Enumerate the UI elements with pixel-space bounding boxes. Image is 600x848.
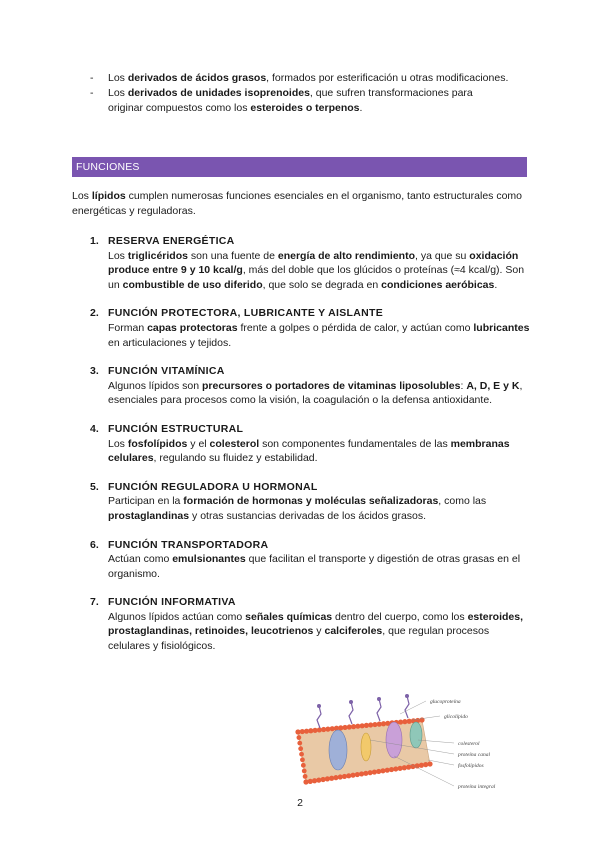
glycan-unit: [377, 697, 381, 701]
list-item: - Los derivados de ácidos grasos, formados por esterificación u otras modificaciones.: [90, 72, 509, 84]
glycan-chain: [317, 706, 321, 728]
item-text: Participan en la formación de hormonas y moléculas señalizadoras, como las prostaglandinas y otras sustancias derivadas de los ácidos grasos.: [108, 495, 487, 522]
glycan-unit: [349, 700, 353, 704]
page-number: 2: [297, 797, 303, 809]
integral-protein: [410, 722, 422, 748]
function-item: [90, 364, 530, 408]
figure-label: glicolípido: [444, 714, 468, 720]
intro-paragraph: Los lípidos cumplen numerosas funciones esenciales en el organismo, tanto estructurales como energéticas y reguladoras.: [72, 190, 522, 217]
section-heading: FUNCIONES: [72, 157, 527, 177]
figure-label: glucoproteína: [430, 699, 461, 705]
label-leader: [400, 701, 426, 714]
item-text: Actúan como emulsionantes que facilitan el transporte y digestión de otras grasas en el organismo.: [108, 553, 521, 580]
integral-protein: [386, 722, 402, 758]
item-text: Los triglicéridos son una fuente de energía de alto rendimiento, ya que su oxidación produce entre 9 y 10 kcal/g, más del doble que los glúcidos o proteínas (≈4 kcal/g). Son un combustible de uso diferido, que solo se degrada en condiciones aeróbicas.: [108, 249, 525, 291]
label-leader: [412, 716, 440, 720]
bullet-list: [90, 71, 510, 116]
lipid-head: [297, 741, 302, 746]
figure-label: fosfolípidos: [458, 763, 484, 769]
function-item: [90, 595, 530, 653]
lipid-head: [304, 780, 309, 785]
lipid-head: [302, 768, 307, 773]
function-item: [90, 422, 530, 466]
glycan-chain: [349, 702, 353, 724]
item-number: 7.: [90, 596, 99, 609]
function-item: [90, 234, 530, 292]
item-number: 5.: [90, 480, 99, 493]
item-title: FUNCIÓN INFORMATIVA: [108, 596, 236, 609]
cell-membrane-illustration: [290, 690, 502, 800]
item-text: Algunos lípidos actúan como señales químicas dentro del cuerpo, como los esteroides, prostaglandinas, retinoides, leucotrienos y calciferoles, que regulan procesos celulares y fisiológicos.: [108, 610, 524, 653]
glycan-chain: [405, 696, 409, 718]
list-item: - Los derivados de unidades isoprenoides, que sufren transformaciones para originar compuestos como los esteroides o terpenos.: [90, 87, 473, 114]
glycan-unit: [317, 704, 321, 708]
figure-label: proteína canal: [458, 752, 491, 758]
item-title: FUNCIÓN PROTECTORA, LUBRICANTE Y AISLANTE: [108, 307, 384, 320]
item-title: FUNCIÓN TRANSPORTADORA: [108, 538, 269, 551]
lipid-head: [299, 752, 304, 757]
membrane-bilayer: [295, 694, 454, 786]
channel-protein: [361, 733, 371, 761]
item-title: FUNCIÓN ESTRUCTURAL: [108, 422, 244, 435]
item-title: RESERVA ENERGÉTICA: [108, 235, 235, 247]
item-number: 6.: [90, 538, 99, 551]
lipid-head: [427, 761, 432, 766]
lipid-head: [296, 735, 301, 740]
lipid-head: [296, 730, 301, 735]
item-text: Forman capas protectoras frente a golpes o pérdida de calor, y actúan como lubricantes en articulaciones y tejidos.: [108, 321, 530, 349]
item-text: Los fosfolípidos y el colesterol son componentes fundamentales de las membranas celulares, regulando su fluidez y estabilidad.: [108, 437, 510, 465]
glycan-unit: [405, 694, 409, 698]
glycan-chain: [377, 699, 381, 721]
lipid-head: [303, 774, 308, 779]
lipid-head: [301, 763, 306, 768]
figure-labels: [430, 699, 496, 790]
figure-label: colesterol: [458, 741, 480, 747]
figure-label: proteína integral: [458, 784, 496, 790]
item-number: 3.: [90, 365, 99, 378]
item-text: Algunos lípidos son precursores o portadores de vitaminas liposolubles: A, D, E y K, esenciales para procesos como la visión, la coagulación o la defensa antioxidante.: [108, 379, 523, 407]
item-number: 2.: [90, 307, 99, 320]
item-title: FUNCIÓN VITAMÍNICA: [108, 365, 225, 378]
function-item: [90, 306, 530, 350]
lipid-head: [300, 757, 305, 762]
item-number: 4.: [90, 422, 99, 435]
function-item: [90, 480, 530, 524]
item-title: FUNCIÓN REGULADORA U HORMONAL: [108, 480, 318, 493]
integral-protein: [329, 730, 347, 770]
function-list: [90, 234, 530, 654]
item-number: 1.: [90, 235, 99, 247]
function-item: [90, 538, 530, 582]
lipid-head: [298, 746, 303, 751]
